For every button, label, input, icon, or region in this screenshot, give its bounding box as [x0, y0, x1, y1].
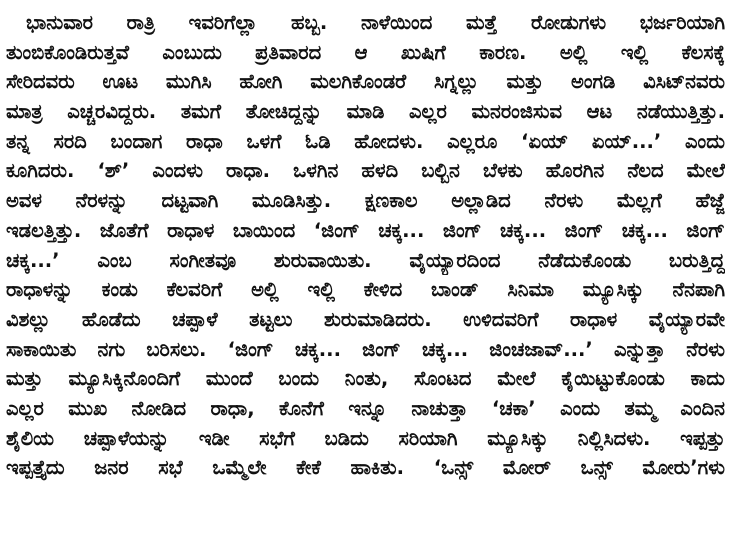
text-line: ಕೂಗಿದರು. ‘ಶ್’ ಎಂದಳು ರಾಧಾ. ಒಳಗಿನ ಹಳದಿ ಬಲ್ಬಿನ ಬೆಳಕು ಹೊರಗಿನ ನೆಲದ ಮೇಲೆ: [6, 159, 725, 183]
text-line: ಇಪ್ಪತ್ತೈದು ಜನರ ಸಭೆ ಒಮ್ಮೆಲೇ ಕೇಕೆ ಹಾಕಿತು. ‘ಒನ್ಸ್ ಮೋರ್ ಒನ್ಸ್ ಮೋರು’ಗಳು: [6, 456, 725, 480]
text-line: ತುಂಬಿಕೊಂಡಿರುತ್ತವೆ ಎಂಬುದು ಪ್ರತಿವಾರದ ಆ ಖುಷಿಗೆ ಕಾರಣ. ಅಲ್ಲಿ ಇಲ್ಲಿ ಕೆಲಸಕ್ಕೆ: [6, 40, 725, 64]
text-line: ಎಲ್ಲರ ಮುಖ ನೋಡಿದ ರಾಧಾ, ಕೊನೆಗೆ ಇನ್ನೂ ನಾಚುತ್ತಾ ‘ಚಕಾ’ ಎಂದು ತಮ್ಮ ಎಂದಿನ: [6, 396, 725, 420]
text-line: ಚಕ್ಕ...’ ಎಂಬ ಸಂಗೀತವೂ ಶುರುವಾಯಿತು. ವೈಯ್ಯಾರದಿಂದ ನೆಡೆದುಕೊಂಡು ಬರುತ್ತಿದ್ದ: [6, 248, 725, 272]
text-line: ಅವಳ ನೆರಳನ್ನು ದಟ್ಟವಾಗಿ ಮೂಡಿಸಿತ್ತು. ಕ್ಷಣಕಾಲ ಅಲ್ಲಾಡಿದ ನೆರಳು ಮೆಲ್ಲಗೆ ಹೆಜ್ಜೆ: [6, 189, 725, 213]
text-line: ಸಾಕಾಯಿತು ನಗು ಬರಿಸಲು. ‘ಜಿಂಗ್ ಚಕ್ಕ... ಜಿಂಗ್ ಚಕ್ಕ... ಜಿಂಚಜಾವ್...’ ಎನ್ನುತ್ತಾ ನೆರಳು: [6, 337, 725, 361]
text-line: ಮತ್ತು ಮ್ಯೂಸಿಕ್ಕಿನೊಂದಿಗೆ ಮುಂದೆ ಬಂದು ನಿಂತು, ಸೊಂಟದ ಮೇಲೆ ಕೈಯಿಟ್ಟುಕೊಂಡು ಕಾದು: [6, 367, 725, 391]
text-line: ಶೈಲಿಯ ಚಪ್ಪಾಳೆಯನ್ನು ಇಡೀ ಸಭೆಗೆ ಬಡಿದು ಸರಿಯಾಗಿ ಮ್ಯೂಸಿಕ್ಕು ನಿಲ್ಲಿಸಿದಳು. ಇಪ್ಪತ್ತು: [6, 426, 725, 450]
text-line: ಮಾತ್ರ ಎಚ್ಚರವಿದ್ದರು. ತಮಗೆ ತೋಚಿದ್ದನ್ನು ಮಾಡಿ ಎಲ್ಲರ ಮನರಂಜಿಸುವ ಆಟ ನಡೆಯುತ್ತಿತ್ತು.: [6, 100, 725, 124]
paragraph: [6, 8, 725, 483]
text-line: ಸೇರಿದವರು ಊಟ ಮುಗಿಸಿ ಹೋಗಿ ಮಲಗಿಕೊಂಡರೆ ಸಿಗ್ನಲ್ಲು ಮತ್ತು ಅಂಗಡಿ ವಿಸಿಟ್‌ನವರು: [6, 70, 725, 94]
text-line: ವಿಶಲ್ಲು ಹೊಡೆದು ಚಪ್ಪಾಳೆ ತಟ್ಟಲು ಶುರುಮಾಡಿದರು. ಉಳಿದವರಿಗೆ ರಾಧಾಳ ವೈಯ್ಯಾರವೇ: [6, 307, 725, 331]
text-line: ಇಡಲತ್ತಿತ್ತು. ಜೊತೆಗೆ ರಾಧಾಳ ಬಾಯಿಂದ ‘ಜಿಂಗ್ ಚಕ್ಕ... ಜಿಂಗ್ ಚಕ್ಕ... ಜಿಂಗ್ ಚಕ್ಕ... ಜಿಂಗ್: [6, 218, 725, 242]
text-line: ತನ್ನ ಸರದಿ ಬಂದಾಗ ರಾಧಾ ಒಳಗೆ ಓಡಿ ಹೋದಳು. ಎಲ್ಲರೂ ‘ಏಯ್ ಏಯ್...’ ಎಂದು: [6, 129, 725, 153]
text-line: ಭಾನುವಾರ ರಾತ್ರಿ ಇವರಿಗೆಲ್ಲಾ ಹಬ್ಬ. ನಾಳೆಯಿಂದ ಮತ್ತೆ ರೋಡುಗಳು ಭರ್ಜರಿಯಾಗಿ: [26, 11, 725, 34]
text-line: ರಾಧಾಳನ್ನು ಕಂಡು ಕೆಲವರಿಗೆ ಅಲ್ಲಿ ಇಲ್ಲಿ ಕೇಳಿದ ಬಾಂಡ್ ಸಿನಿಮಾ ಮ್ಯೂಸಿಕ್ಕು ನೆನಪಾಗಿ: [6, 278, 725, 302]
